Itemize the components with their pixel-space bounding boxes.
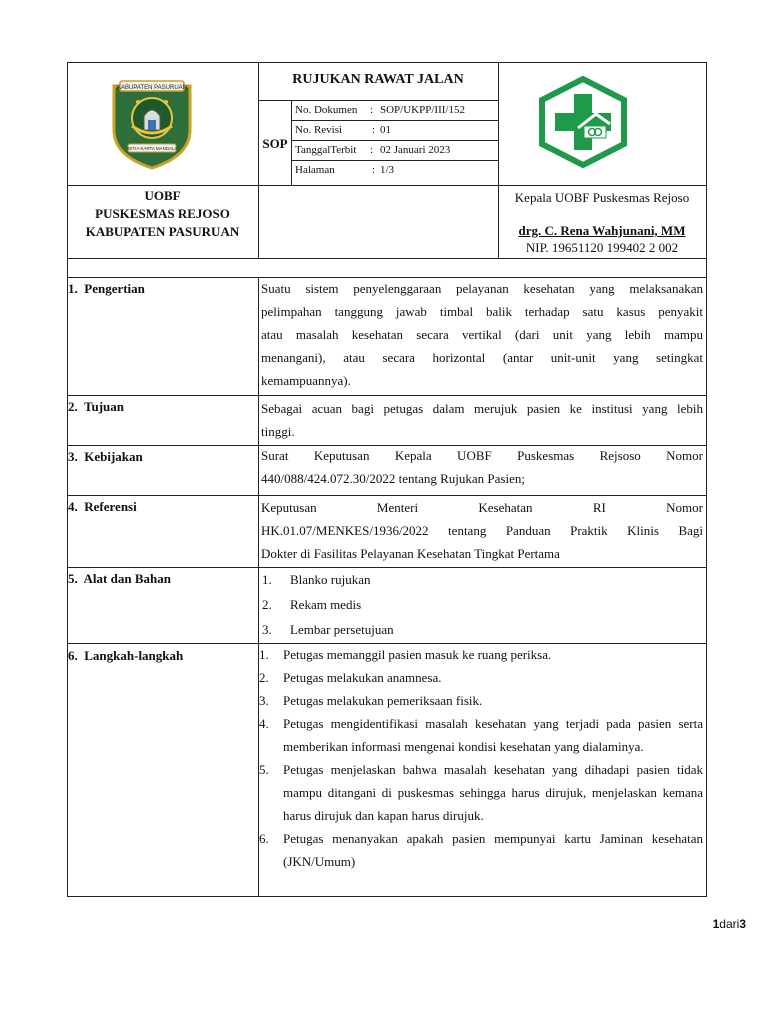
svg-text:SETIA KARTA MANDALA: SETIA KARTA MANDALA [126,146,178,151]
tujuan-line: tinggi. [261,424,295,439]
org-line-kabupaten: KABUPATEN PASURUAN [85,224,240,239]
list-item: 1. Petugas memanggil pasien masuk ke ruang periksa. [259,647,552,662]
section-label-alat: 5. Alat dan Bahan [68,571,171,586]
section-label-referensi: 4. Referensi [68,499,137,514]
section-label-langkah: 6. Langkah-langkah [68,648,184,663]
pengertian-line: Suatu sistem penyelenggaraan pelayanan kesehatan yang melaksanakan [261,281,703,296]
referensi-line: HK.01.07/MENKES/1936/2022 tentang Panduan Praktik Klinis Bagi [261,523,703,538]
meta-colon: : [372,164,376,176]
kebijakan-line: Surat Keputusan Kepala UOBF Puskesmas Rejsoso Nomor [261,448,703,463]
kebijakan-line: 440/088/424.072.30/2022 tentang Rujukan Pasien; [261,471,525,486]
pengertian-line: pelimpahan tanggung jawab timbal balik terhadap satu kasus penyakit [261,304,703,319]
signer-title: Kepala UOBF Puskesmas Rejoso [514,190,690,205]
meta-colon: : [370,104,374,116]
section-label-pengertian: 1. Pengertian [68,281,145,296]
referensi-line: Dokter di Fasilitas Pelayanan Kesehatan Tingkat Pertama [261,546,560,561]
meta-label-no-dokumen: No. Dokumen [295,104,358,116]
meta-value-tanggal-terbit: 02 Januari 2023 [380,144,451,156]
org-line-uobf: UOBF [144,188,181,203]
org-line-puskesmas: PUSKESMAS REJOSO [95,206,230,221]
meta-label-tanggal-terbit: TanggalTerbit [295,144,357,156]
pengertian-line: atau masalah kesehatan secara vertikal (dari unit yang lebih mampu [261,327,703,342]
list-item: 5. Petugas menjelaskan bahwa masalah kesehatan yang dihadapi pasien tidak mampu ditangani di puskesmas sehingga harus dirujuk, menjelaskan kemana harus dirujuk dan kapan harus dirujuk. [259,762,703,823]
list-item: 4. Petugas mengidentifikasi masalah kesehatan yang terjadi pada pasien serta memberikan informasi mengenai kondisi kesehatan yang dialaminya. [259,716,703,754]
meta-value-halaman: 1/3 [380,164,395,176]
list-item: 2. Petugas melakukan anamnesa. [259,670,442,685]
page-separator: dari [719,917,740,931]
meta-colon: : [370,144,374,156]
tujuan-line: Sebagai acuan bagi petugas dalam merujuk pasien ke institusi yang lebih [261,401,703,416]
list-item: 3. Petugas melakukan pemeriksaan fisik. [259,693,483,708]
meta-label-halaman: Halaman [295,164,335,176]
meta-value-no-dokumen: SOP/UKPP/III/152 [380,104,465,116]
list-item: 3. Lembar persetujuan [262,622,394,637]
section-label-tujuan: 2. Tujuan [68,399,125,414]
kabupaten-pasuruan-crest [108,78,196,170]
pengertian-line: kemampuannya). [261,373,351,388]
signer-nip: NIP. 19651120 199402 2 002 [525,240,679,255]
section-label-kebijakan: 3. Kebijakan [68,449,143,464]
alat-list [262,567,702,642]
svg-text:KABUPATEN PASURUAN: KABUPATEN PASURUAN [116,85,188,91]
list-item: 2. Rekam medis [262,597,362,612]
list-item: 6. Petugas menanyakan apakah pasien mempunyai kartu Jaminan kesehatan (JKN/Umum) [259,831,703,869]
sop-label: SOP [262,136,288,151]
puskesmas-logo [538,76,628,168]
langkah-list [259,643,703,873]
list-item: 1. Blanko rujukan [262,572,371,587]
page-current: 1 [712,917,720,931]
meta-label-no-revisi: No. Revisi [295,124,343,136]
document-title: RUJUKAN RAWAT JALAN [292,72,464,87]
meta-value-no-revisi: 01 [380,124,391,136]
signer-name: drg. C. Rena Wahjunani, MM [518,223,686,238]
page-total: 3 [739,917,746,931]
page-number [713,917,746,931]
referensi-line: Keputusan Menteri Kesehatan RI Nomor [261,500,703,515]
meta-colon: : [372,124,376,136]
pengertian-line: menangani), atau secara horizontal (antar unit-unit yang setingkat [261,350,703,365]
